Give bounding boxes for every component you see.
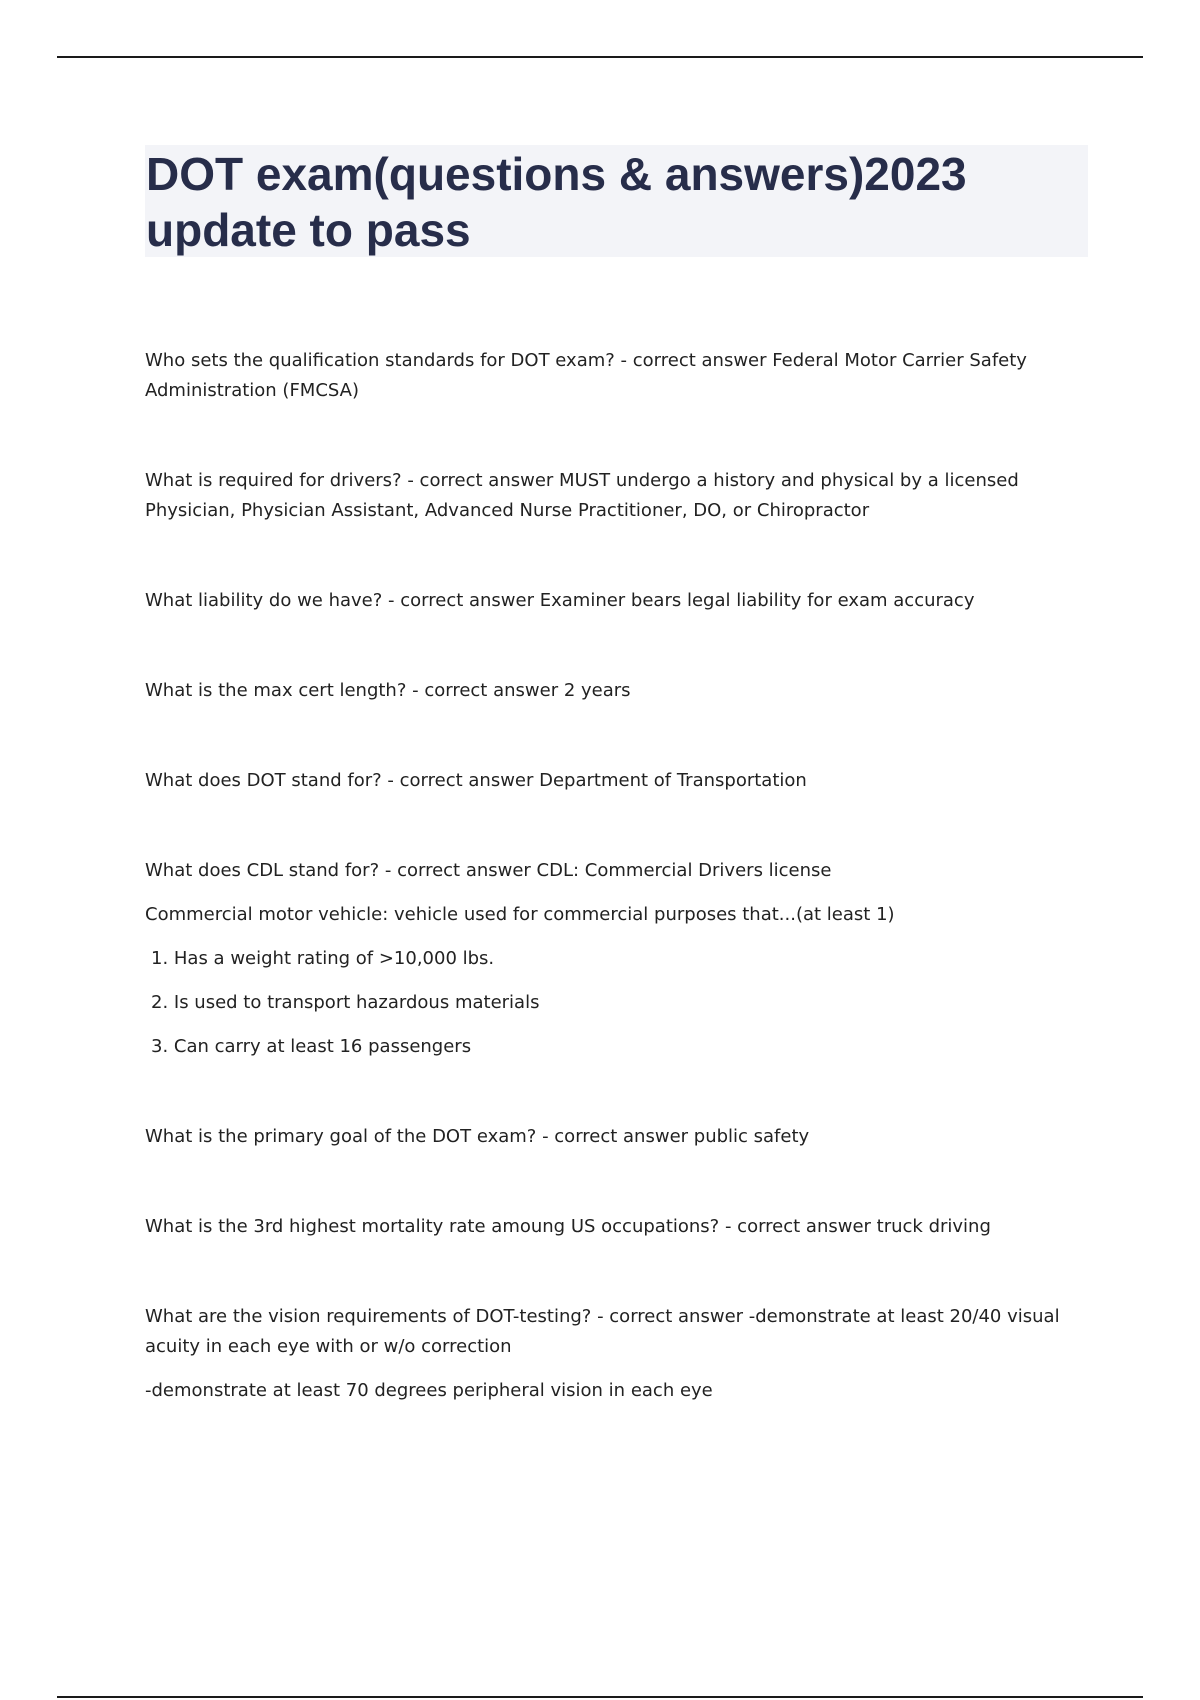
qa-content <box>145 346 1075 1466</box>
qa-item <box>145 676 1075 706</box>
qa-text: What is required for drivers? - correct answer MUST undergo a history and physical by a licensed Physician, Physician Assistant, Advanced Nurse Practitioner, DO, or Chiropractor <box>145 470 1019 521</box>
top-rule <box>57 56 1143 58</box>
qa-item <box>145 856 1075 1062</box>
qa-text: What liability do we have? - correct answer Examiner bears legal liability for exam accuracy <box>145 590 975 611</box>
qa-item <box>145 1302 1075 1406</box>
list-item: 3. Can carry at least 16 passengers <box>151 1036 472 1057</box>
qa-text: What are the vision requirements of DOT-testing? - correct answer -demonstrate at least 20/40 visual acuity in each eye with or w/o correction <box>145 1306 1060 1357</box>
qa-text: What is the max cert length? - correct answer 2 years <box>145 680 631 701</box>
qa-item <box>145 346 1075 406</box>
qa-followup: -demonstrate at least 70 degrees peripheral vision in each eye <box>145 1380 713 1401</box>
qa-item <box>145 1212 1075 1242</box>
qa-item <box>145 1122 1075 1152</box>
list-item: 1. Has a weight rating of >10,000 lbs. <box>151 948 495 969</box>
qa-followup: Commercial motor vehicle: vehicle used for commercial purposes that...(at least 1) <box>145 904 895 925</box>
qa-text: What does DOT stand for? - correct answer Department of Transportation <box>145 770 807 791</box>
qa-text: What is the 3rd highest mortality rate amoung US occupations? - correct answer truck driving <box>145 1216 991 1237</box>
qa-item <box>145 586 1075 616</box>
qa-text: What does CDL stand for? - correct answer CDL: Commercial Drivers license <box>145 860 832 881</box>
qa-item <box>145 466 1075 526</box>
qa-text: Who sets the qualification standards for DOT exam? - correct answer Federal Motor Carrier Safety Administration (FMCSA) <box>145 350 1027 401</box>
document-title: DOT exam(questions & answers)2023 update to pass <box>146 148 967 256</box>
qa-text: What is the primary goal of the DOT exam? - correct answer public safety <box>145 1126 810 1147</box>
bottom-rule <box>57 1696 1143 1698</box>
qa-item <box>145 766 1075 796</box>
cmv-criteria-list <box>145 944 1075 1062</box>
list-item: 2. Is used to transport hazardous materials <box>151 992 540 1013</box>
